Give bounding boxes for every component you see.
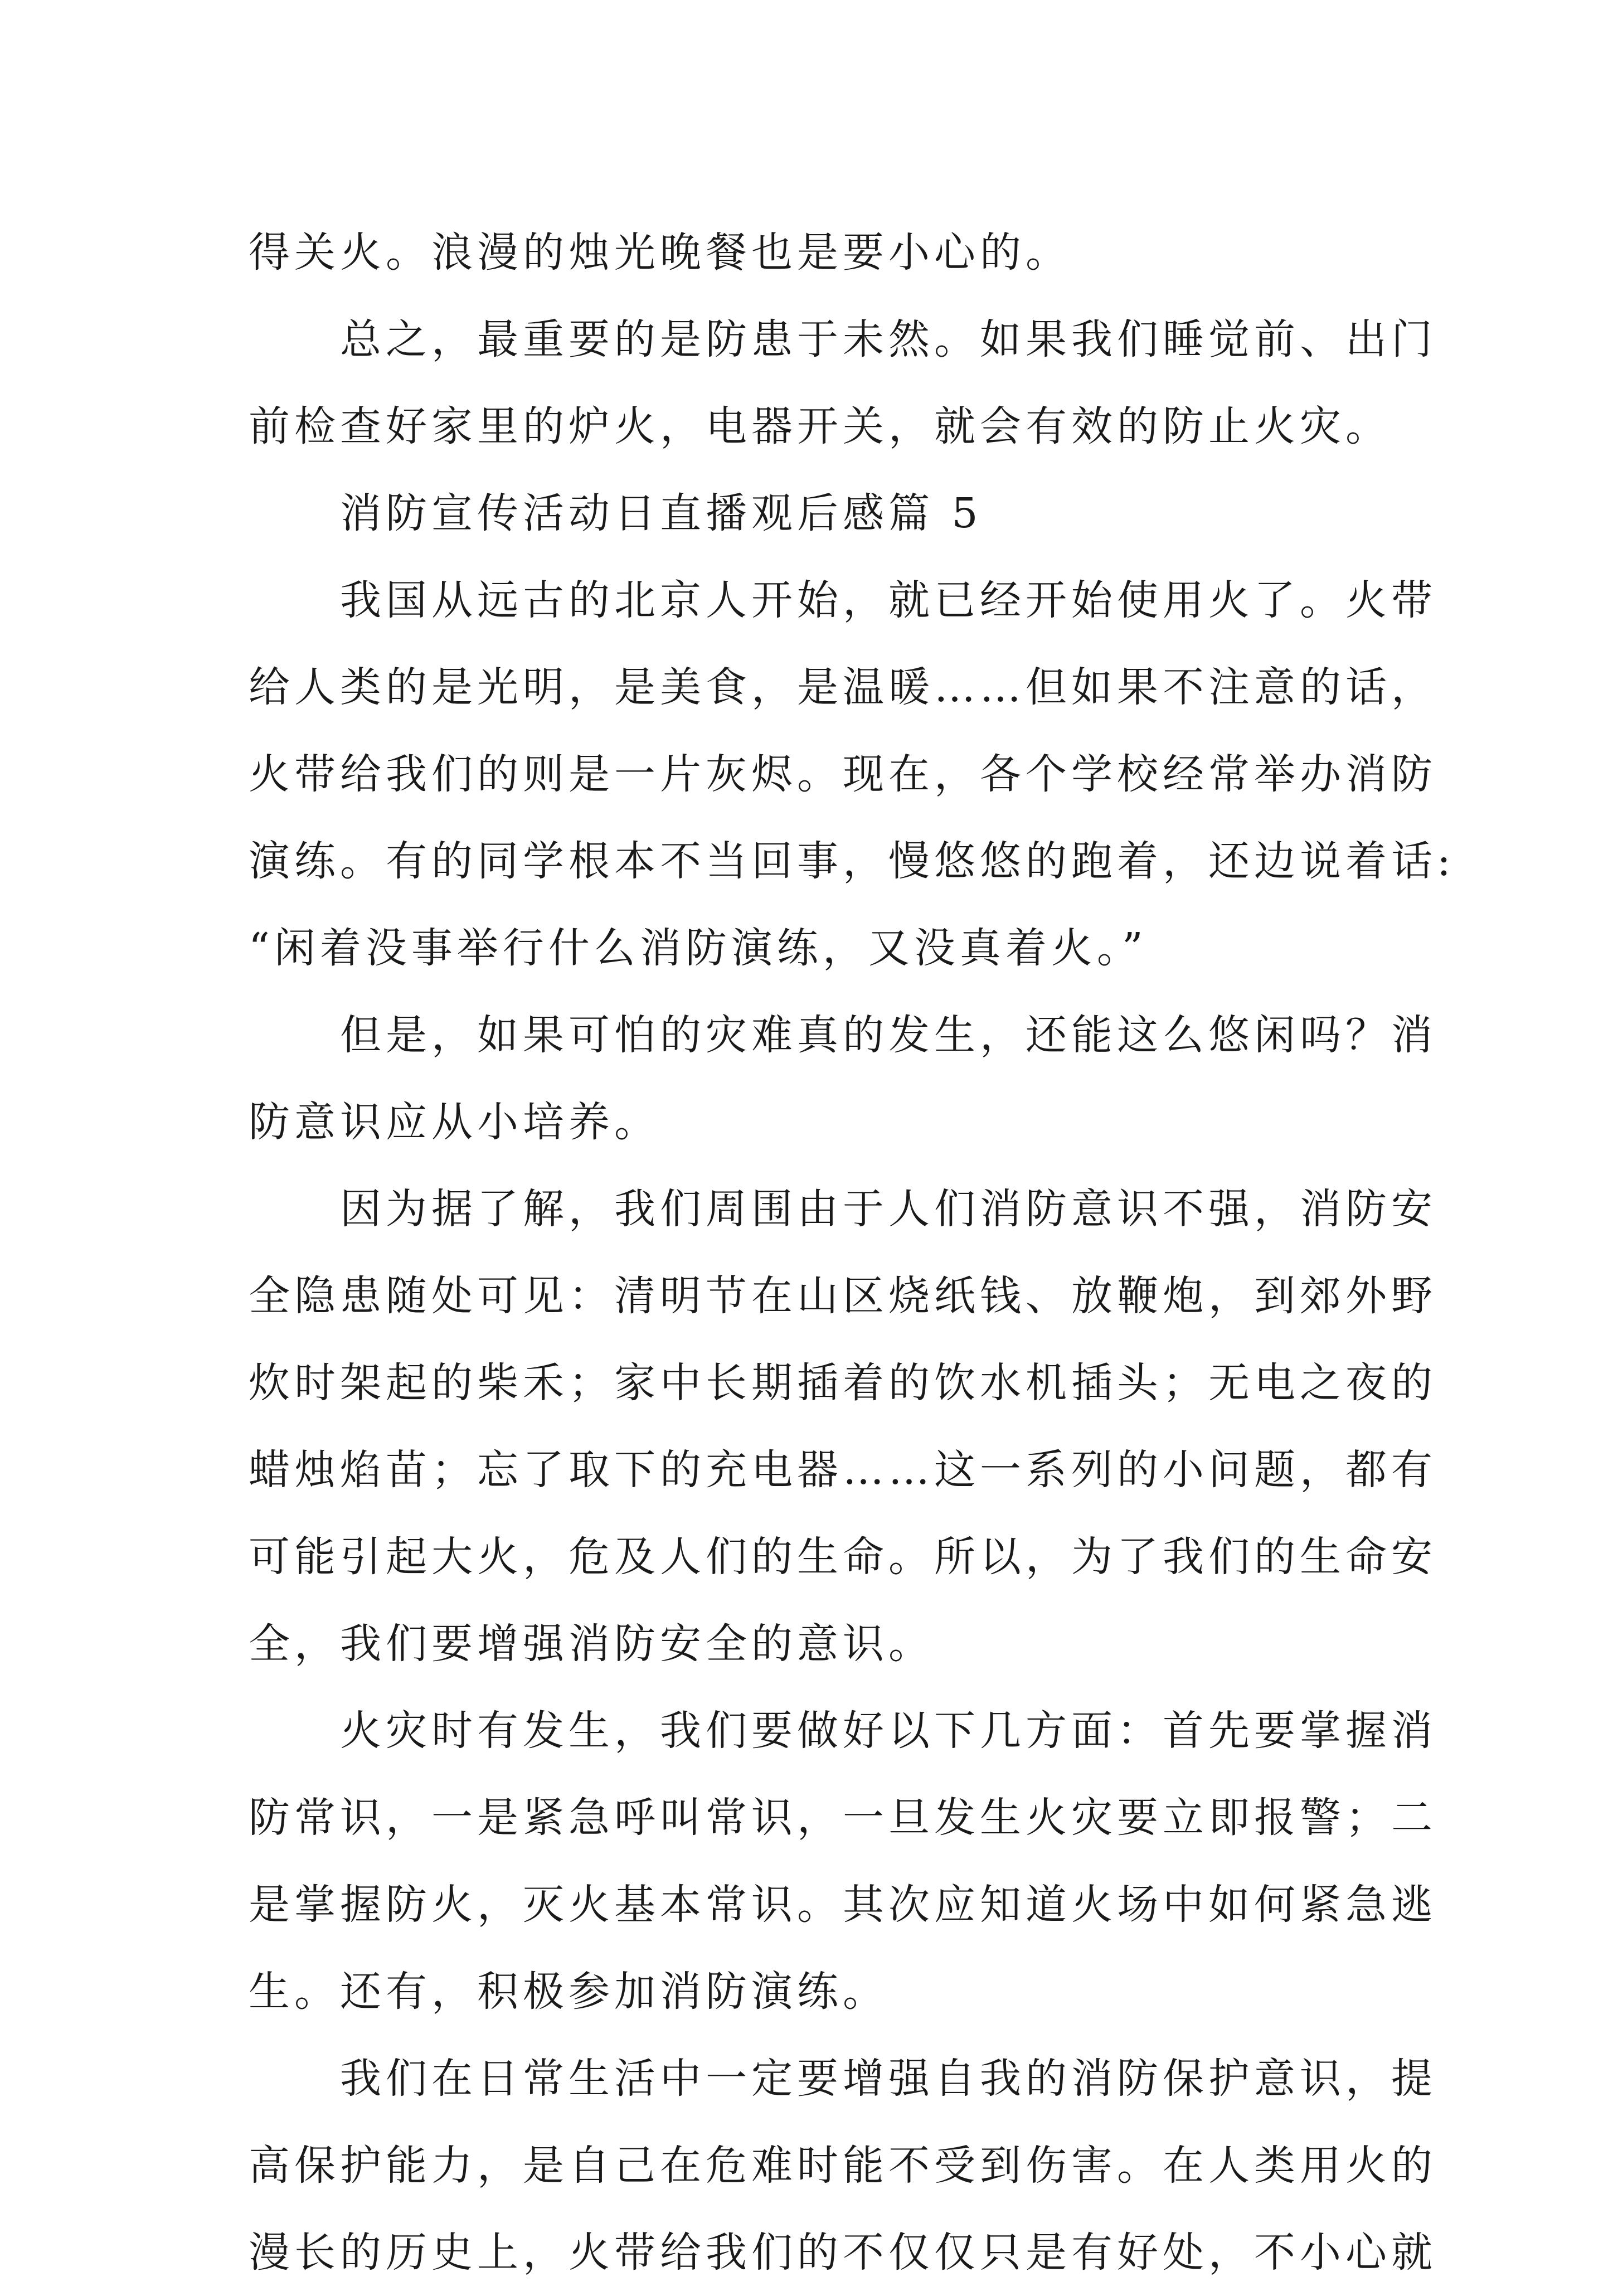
text-line: 火带给我们的则是一片灰烬。现在，各个学校经常举办消防 bbox=[249, 750, 1437, 798]
text-line: 前检查好家里的炉火，电器开关，就会有效的防止火灾。 bbox=[249, 402, 1391, 450]
text-line: 得关火。浪漫的烛光晚餐也是要小心的。 bbox=[249, 229, 1071, 276]
text-line: 防意识应从小培养。 bbox=[249, 1098, 660, 1146]
text-line: 火灾时有发生，我们要做好以下几方面：首先要掌握消 bbox=[340, 1707, 1437, 1755]
text-line: 给人类的是光明，是美食，是温暖……但如果不注意的话， bbox=[249, 663, 1437, 711]
text-line: 炊时架起的柴禾；家中长期插着的饮水机插头；无电之夜的 bbox=[249, 1359, 1437, 1407]
section-heading: 消防宣传活动日直播观后感篇 5 bbox=[340, 489, 983, 537]
text-line: 是掌握防火，灭火基本常识。其次应知道火场中如何紧急逃 bbox=[249, 1881, 1437, 1929]
text-line: 全隐患随处可见：清明节在山区烧纸钱、放鞭炮，到郊外野 bbox=[249, 1272, 1437, 1320]
text-line: 演练。有的同学根本不当回事，慢悠悠的跑着，还边说着话: bbox=[249, 837, 1455, 885]
text-line: 防常识，一是紧急呼叫常识，一旦发生火灾要立即报警；二 bbox=[249, 1794, 1437, 1842]
text-line: 总之，最重要的是防患于未然。如果我们睡觉前、出门 bbox=[340, 315, 1437, 363]
text-line: 全，我们要增强消防安全的意识。 bbox=[249, 1620, 934, 1668]
text-line: 蜡烛焰苗；忘了取下的充电器……这一系列的小问题，都有 bbox=[249, 1446, 1437, 1494]
text-line: 漫长的历史上，火带给我们的不仅仅只是有好处，不小心就 bbox=[249, 2229, 1437, 2276]
text-line: 生。还有，积极参加消防演练。 bbox=[249, 1968, 888, 2016]
document-body bbox=[249, 209, 1455, 2296]
text-line: 我们在日常生活中一定要增强自我的消防保护意识，提 bbox=[340, 2055, 1437, 2103]
text-line: 我国从远古的北京人开始，就已经开始使用火了。火带 bbox=[340, 576, 1437, 624]
text-line: “闲着没事举行什么消防演练，又没真着火。” bbox=[249, 924, 1148, 972]
text-line: 可能引起大火，危及人们的生命。所以，为了我们的生命安 bbox=[249, 1533, 1437, 1581]
text-line: 因为据了解，我们周围由于人们消防意识不强，消防安 bbox=[340, 1185, 1437, 1233]
text-line: 高保护能力，是自己在危难时能不受到伤害。在人类用火的 bbox=[249, 2142, 1437, 2190]
text-line: 但是，如果可怕的灾难真的发生，还能这么悠闲吗？消 bbox=[340, 1011, 1437, 1059]
